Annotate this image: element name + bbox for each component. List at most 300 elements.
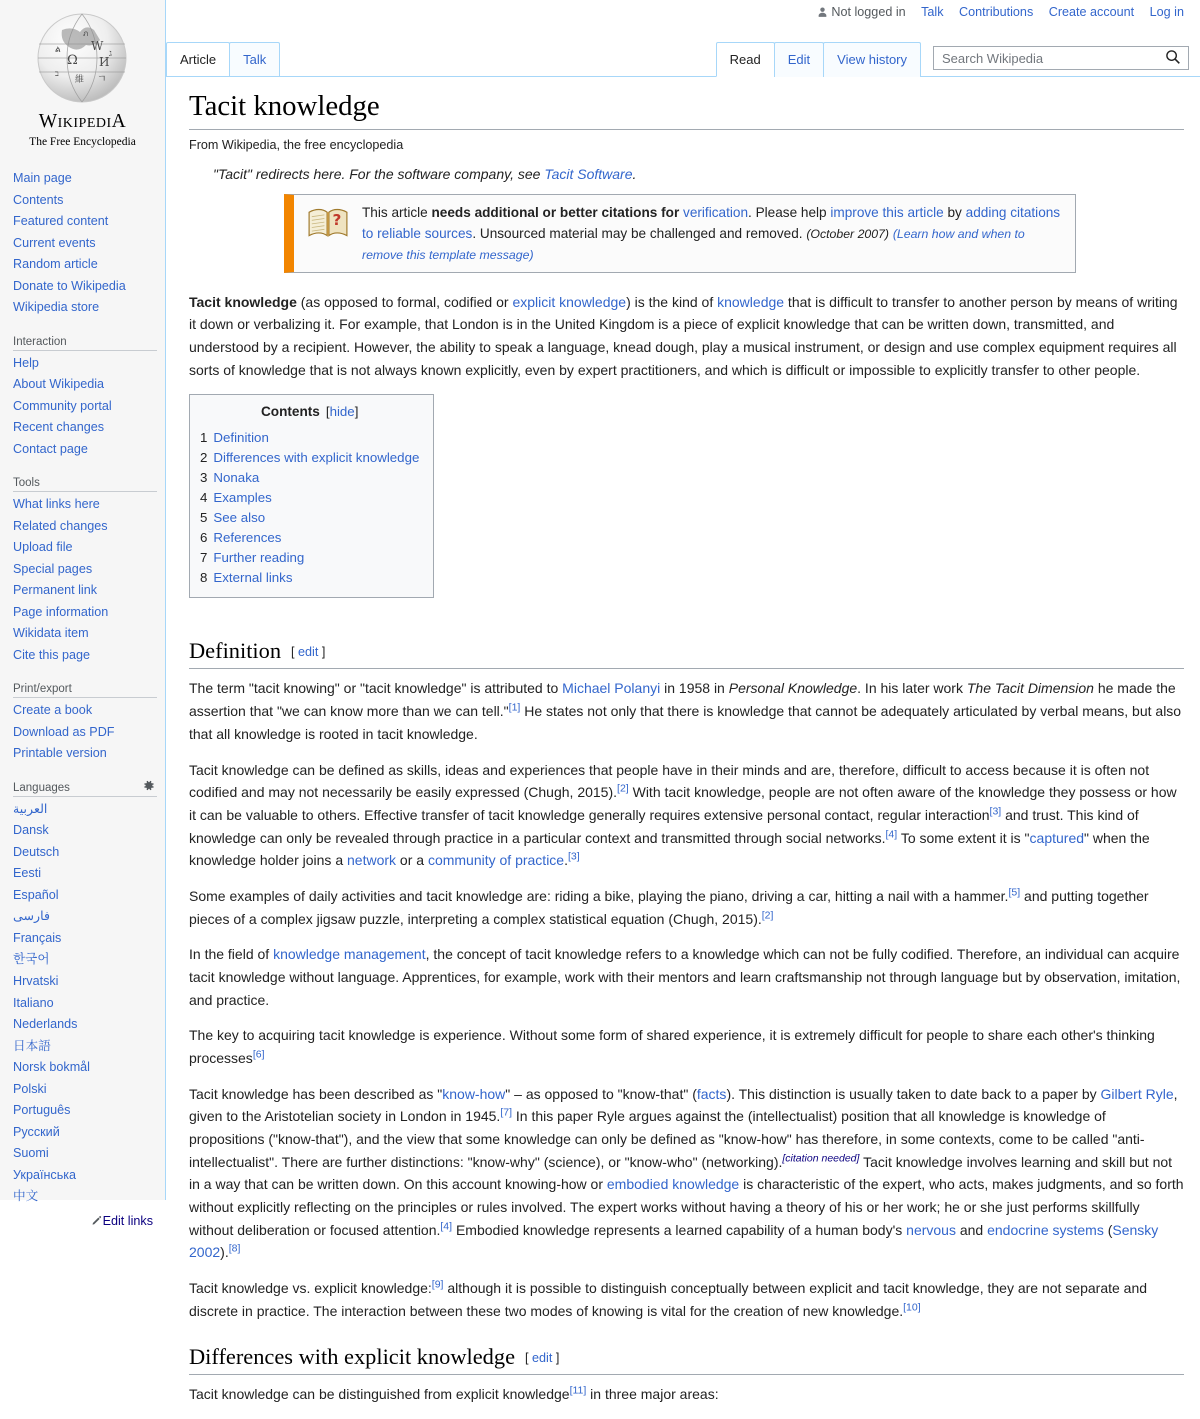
user-icon bbox=[817, 6, 828, 21]
sidebar-link[interactable]: Printable version bbox=[13, 746, 107, 761]
language-item[interactable] bbox=[13, 1057, 157, 1079]
view-tabs bbox=[716, 42, 920, 77]
language-item[interactable] bbox=[13, 1165, 157, 1187]
reference-marker[interactable] bbox=[570, 1385, 587, 1397]
edit-links-label[interactable]: Edit links bbox=[102, 1213, 153, 1228]
language-link[interactable]: Deutsch bbox=[13, 844, 60, 859]
facts-link[interactable]: facts bbox=[696, 1085, 727, 1102]
citation-needed-marker[interactable] bbox=[782, 1152, 859, 1164]
tab-underline bbox=[166, 76, 1200, 77]
sidebar-link[interactable]: Main page bbox=[13, 171, 72, 185]
language-item[interactable] bbox=[13, 820, 157, 842]
section-title: Differences with explicit knowledge bbox=[189, 1344, 516, 1370]
ref-link[interactable]: [8] bbox=[228, 1242, 241, 1255]
language-item[interactable] bbox=[13, 1014, 157, 1036]
ref-link[interactable]: [1] bbox=[508, 701, 521, 714]
hatnote-text: "Tacit" redirects here. For the software company, see bbox=[213, 165, 545, 182]
sidebar-heading-tools: Tools bbox=[13, 474, 157, 492]
svg-text:И: И bbox=[99, 55, 110, 69]
paragraph-definition-7 bbox=[189, 1277, 1184, 1322]
edit-section-differences[interactable] bbox=[525, 1351, 559, 1365]
bracket-close: ] bbox=[555, 1351, 560, 1366]
sidebar-link[interactable]: Permanent link bbox=[13, 583, 97, 598]
sidebar-link[interactable]: Download as PDF bbox=[13, 724, 115, 739]
language-link[interactable]: Français bbox=[13, 930, 62, 945]
sidebar-link[interactable]: Page information bbox=[13, 604, 109, 619]
sidebar-item-special-pages[interactable] bbox=[13, 559, 157, 581]
toc-item[interactable] bbox=[200, 487, 419, 507]
svg-text:ג: ג bbox=[109, 49, 112, 59]
sidebar-section-interaction bbox=[0, 333, 165, 461]
par-seg: although it is possible to distinguish conceptually between explicit and tacit knowledge, they are not separate and discrete in practice. The interaction between these two modes of knowing is vital for the creation of new knowledge. bbox=[189, 1279, 1148, 1319]
par-seg: in 1958 in bbox=[660, 680, 729, 697]
lead-paragraph bbox=[189, 291, 1184, 382]
reference-marker[interactable] bbox=[617, 783, 629, 795]
toc-number: 1 bbox=[200, 429, 208, 445]
toc-number: 6 bbox=[200, 529, 208, 545]
language-link[interactable]: Українська bbox=[13, 1167, 77, 1182]
svg-text:ภ: ภ bbox=[83, 29, 89, 38]
personal-tool-contributions[interactable] bbox=[959, 5, 1033, 19]
par-seg: The term "tacit knowing" or "tacit knowledge" is attributed to bbox=[189, 680, 563, 697]
ref-link[interactable]: [9] bbox=[431, 1278, 444, 1291]
languages-label: Languages bbox=[13, 781, 70, 794]
ref-link[interactable]: [6] bbox=[252, 1048, 265, 1061]
language-link[interactable]: Español bbox=[13, 887, 59, 902]
learn-more-link[interactable]: (Learn how and when to remove this template message) bbox=[362, 226, 1025, 262]
language-item[interactable] bbox=[13, 1079, 157, 1101]
svg-text:維: 維 bbox=[75, 75, 85, 85]
toc-link[interactable]: Nonaka bbox=[213, 469, 260, 485]
ref-link[interactable]: [3] bbox=[989, 805, 1002, 818]
toc-link[interactable]: References bbox=[213, 529, 282, 545]
bracket-open: [ bbox=[525, 1351, 529, 1366]
language-link[interactable]: Dansk bbox=[13, 823, 49, 838]
personal-tools bbox=[805, 5, 1184, 21]
language-item[interactable] bbox=[13, 885, 157, 907]
svg-text:?: ? bbox=[332, 210, 342, 229]
toc-item[interactable] bbox=[200, 547, 419, 567]
explicit-knowledge-link[interactable]: explicit knowledge bbox=[512, 293, 627, 310]
reference-marker[interactable] bbox=[886, 828, 898, 840]
sidebar-item-contact-page[interactable] bbox=[13, 439, 157, 461]
toc-number: 5 bbox=[200, 509, 208, 525]
sidebar-item-wikipedia-store[interactable] bbox=[13, 297, 157, 319]
not-logged-in-label: Not logged in bbox=[831, 5, 906, 19]
paragraph-differences-1 bbox=[189, 1383, 1184, 1406]
language-item[interactable] bbox=[13, 842, 157, 864]
language-item[interactable] bbox=[13, 863, 157, 885]
par-seg: . bbox=[564, 852, 568, 869]
tab-article[interactable]: Article bbox=[166, 42, 230, 77]
sidebar-panel bbox=[0, 0, 166, 1228]
par-seg: He states not only that there is knowledge that cannot be adequately articulated by verbal means, but also that all knowledge is rooted in tacit knowledge. bbox=[189, 703, 1182, 742]
sidebar-list-navigation bbox=[13, 168, 157, 319]
sidebar-heading-interaction: Interaction bbox=[13, 333, 157, 351]
sidebar-item-permanent-link[interactable] bbox=[13, 580, 157, 602]
embodied-knowledge-link[interactable]: embodied knowledge bbox=[606, 1176, 740, 1193]
sidebar-link[interactable]: Related changes bbox=[13, 518, 108, 533]
toc-title-row bbox=[200, 404, 419, 419]
sidebar-section-print-export bbox=[0, 680, 165, 765]
toc-bracket-close: ] bbox=[354, 404, 359, 420]
sidebar-section-tools bbox=[0, 474, 165, 666]
sidebar-link[interactable]: Featured content bbox=[13, 214, 109, 229]
lead-seg: ) is the kind of bbox=[626, 293, 718, 310]
toc-link[interactable]: Examples bbox=[213, 489, 272, 505]
toc-bracket-open: [ bbox=[325, 404, 330, 420]
search-form bbox=[933, 46, 1189, 70]
paragraph-definition-6 bbox=[189, 1083, 1184, 1264]
knowledge-management-link[interactable]: knowledge management bbox=[273, 946, 426, 963]
sidebar-link[interactable]: Help bbox=[13, 355, 39, 370]
namespace-tabs bbox=[166, 42, 279, 77]
notice-seg: This article bbox=[362, 204, 432, 220]
personal-link[interactable]: Log in bbox=[1149, 5, 1184, 19]
language-item[interactable] bbox=[13, 1100, 157, 1122]
par-seg: and putting together pieces of a complex jigsaw puzzle, interpreting a complex statistical equation (Chugh, 2015). bbox=[189, 887, 1149, 927]
lead-term: Tacit knowledge bbox=[189, 293, 297, 310]
sidebar-link[interactable]: Current events bbox=[13, 235, 96, 250]
par-seg: In this paper Ryle argues against the (intellectualist) position that all knowledge is knowledge of propositions ("know-that"), and the view that some knowledge can only be defined as "know-how" has therefore, in some contexts, come to be called "anti-intellectualist". There are further distinctions: "know-why" (science), or "know-who" (networking). bbox=[189, 1108, 1145, 1170]
ref-link[interactable]: [5] bbox=[1008, 886, 1021, 899]
language-link[interactable]: Polski bbox=[13, 1081, 47, 1096]
toc-link[interactable]: Definition bbox=[213, 429, 269, 445]
hatnote bbox=[213, 166, 1184, 182]
language-link[interactable]: Русский bbox=[13, 1124, 60, 1139]
toc-item[interactable] bbox=[200, 527, 419, 547]
ref-link[interactable]: [11] bbox=[569, 1384, 587, 1397]
toc-link[interactable]: See also bbox=[213, 509, 266, 525]
bracket-close: ] bbox=[321, 645, 326, 660]
sidebar-link[interactable]: Cite this page bbox=[13, 647, 91, 662]
captured-link[interactable]: captured bbox=[1029, 829, 1085, 846]
toc-link[interactable]: Further reading bbox=[213, 549, 305, 565]
sidebar-item-featured-content[interactable] bbox=[13, 211, 157, 233]
par-seg: Some examples of daily activities and tacit knowledge are: riding a bike, playing the piano, driving a car, hitting a nail with a hammer. bbox=[189, 887, 1009, 904]
svg-text:ል: ል bbox=[55, 45, 61, 55]
citation-needed-notice bbox=[284, 194, 1076, 273]
par-seg: and bbox=[955, 1221, 988, 1238]
language-item[interactable] bbox=[13, 928, 157, 950]
sidebar-link[interactable]: About Wikipedia bbox=[13, 377, 105, 392]
personal-tool-create-account[interactable] bbox=[1049, 5, 1134, 19]
book-question-icon-svg bbox=[306, 205, 350, 241]
wikipedia-logo[interactable] bbox=[0, 0, 165, 160]
sidebar-link[interactable]: What links here bbox=[13, 497, 100, 512]
reference-marker[interactable] bbox=[1008, 886, 1020, 898]
edit-link[interactable]: edit bbox=[532, 1351, 553, 1366]
paragraph-definition-1 bbox=[189, 677, 1184, 745]
search-input[interactable] bbox=[940, 48, 1162, 68]
wordmark-a: A bbox=[111, 111, 127, 132]
svg-text:W: W bbox=[91, 39, 104, 53]
reference-marker[interactable] bbox=[500, 1107, 512, 1119]
par-seg: , the concept of tacit knowledge refers to a knowledge which can not be fully codified. Therefore, an individual can acquire tacit knowledge without language. Apprentices, for example, work with their mentors and learn craftsmanship not through language but by observation, imitation, and practice. bbox=[189, 946, 1181, 1008]
toc-item[interactable] bbox=[200, 567, 419, 587]
wikipedia-tagline: The Free Encyclopedia bbox=[29, 136, 136, 148]
book-question-icon bbox=[294, 202, 362, 241]
sidebar-heading-languages bbox=[13, 779, 157, 797]
svg-text:ㄱ: ㄱ bbox=[97, 74, 107, 85]
language-item[interactable] bbox=[13, 1036, 157, 1058]
tab-read[interactable]: Read bbox=[716, 42, 775, 77]
sidebar-item-recent-changes[interactable] bbox=[13, 417, 157, 439]
par-seg: In the field of bbox=[189, 946, 274, 963]
toc-number: 3 bbox=[200, 469, 208, 485]
par-seg: Tacit knowledge can be defined as skills, ideas and experiences that people have in their minds and are, therefore, difficult to access because it is often not codified and may not necessarily be easily expressed (Chugh, 2015). bbox=[189, 761, 1150, 801]
section-heading-differences bbox=[189, 1344, 1184, 1375]
toc-item[interactable] bbox=[200, 427, 419, 447]
gilbert-ryle-link[interactable]: Gilbert Ryle bbox=[1100, 1085, 1174, 1102]
language-link[interactable]: فارسی bbox=[13, 909, 50, 924]
article-body bbox=[189, 88, 1184, 1419]
toc-hide-link[interactable]: hide bbox=[329, 404, 355, 420]
toc-link[interactable]: Differences with explicit knowledge bbox=[213, 449, 420, 465]
par-seg: Tacit knowledge vs. explicit knowledge: bbox=[189, 1279, 432, 1296]
par-seg: Tacit knowledge has been described as " bbox=[189, 1085, 443, 1102]
sidebar-item-random-article[interactable] bbox=[13, 254, 157, 276]
par-seg: ). bbox=[220, 1244, 229, 1261]
sidebar-link[interactable]: Wikidata item bbox=[13, 626, 89, 641]
improve-article-link[interactable]: improve this article bbox=[830, 204, 944, 220]
par-italic: Personal Knowledge bbox=[728, 680, 858, 697]
user-icon-svg bbox=[817, 6, 828, 18]
sidebar-item-current-events[interactable] bbox=[13, 233, 157, 255]
sidebar-item-page-information[interactable] bbox=[13, 602, 157, 624]
sidebar-item-main-page[interactable] bbox=[13, 168, 157, 190]
edit-section-definition[interactable] bbox=[291, 645, 325, 659]
sidebar-link[interactable]: Create a book bbox=[13, 703, 93, 718]
par-seg: . In his later work bbox=[857, 680, 967, 697]
sidebar-link[interactable]: Upload file bbox=[13, 540, 73, 555]
gear-icon[interactable] bbox=[142, 779, 155, 792]
not-logged-in-indicator bbox=[817, 5, 909, 19]
lead-seg: (as opposed to formal, codified or bbox=[296, 293, 513, 310]
tab-view-history[interactable]: View history bbox=[823, 42, 921, 77]
sidebar-item-related-changes[interactable] bbox=[13, 516, 157, 538]
language-link[interactable]: Hrvatski bbox=[13, 973, 59, 988]
wikipedia-globe-icon bbox=[31, 12, 134, 106]
michael-polanyi-link[interactable]: Michael Polanyi bbox=[562, 680, 661, 697]
paragraph-definition-3 bbox=[189, 885, 1184, 930]
pencil-icon bbox=[90, 1215, 102, 1230]
sidebar-list-languages bbox=[13, 799, 157, 1208]
reference-marker[interactable] bbox=[509, 702, 521, 714]
sidebar-item-upload-file[interactable] bbox=[13, 537, 157, 559]
personal-link[interactable]: Contributions bbox=[959, 5, 1034, 19]
paragraph-definition-2 bbox=[189, 759, 1184, 872]
reference-marker[interactable] bbox=[568, 851, 580, 863]
sidebar-link[interactable]: Special pages bbox=[13, 561, 93, 576]
table-of-contents bbox=[189, 394, 434, 598]
network-link[interactable]: network bbox=[347, 852, 397, 869]
sidebar-list-tools bbox=[13, 494, 157, 666]
section-title: Definition bbox=[189, 638, 282, 664]
sidebar-link[interactable]: Wikipedia store bbox=[13, 300, 100, 315]
sidebar-item-community-portal[interactable] bbox=[13, 396, 157, 418]
wordmark-w: W bbox=[38, 111, 58, 132]
language-link[interactable]: Italiano bbox=[13, 995, 54, 1010]
svg-text:ב: ב bbox=[55, 69, 59, 78]
notice-seg: . Unsourced material may be challenged and removed. bbox=[472, 225, 807, 241]
reference-marker[interactable] bbox=[253, 1048, 265, 1060]
wikipedia-wordmark bbox=[39, 111, 127, 133]
toc-number: 7 bbox=[200, 549, 208, 565]
pencil-icon-svg bbox=[90, 1215, 102, 1227]
language-item[interactable] bbox=[13, 799, 157, 821]
toc-number: 2 bbox=[200, 449, 208, 465]
search-icon-svg bbox=[1165, 49, 1181, 65]
sidebar-item-help[interactable] bbox=[13, 353, 157, 375]
citation-needed-link[interactable]: [citation needed] bbox=[782, 1151, 860, 1164]
notice-text bbox=[362, 202, 1065, 265]
language-item[interactable] bbox=[13, 1122, 157, 1144]
endocrine-systems-link[interactable]: endocrine systems bbox=[987, 1221, 1104, 1238]
language-link[interactable]: العربية bbox=[13, 801, 48, 816]
language-link[interactable]: Português bbox=[13, 1103, 71, 1118]
notice-seg: by bbox=[943, 204, 966, 220]
par-seg: is characteristic of the expert, who acts, makes judgments, and so forth without explicitly reflecting on the principles or rules involved. The expert works without having a theory of his or her work; he or she just performs skillfully without deliberation or focused attention. bbox=[189, 1176, 1184, 1238]
wordmark-body: IKIPEDI bbox=[57, 116, 112, 131]
sidebar-item-donate[interactable] bbox=[13, 276, 157, 298]
language-link[interactable]: Eesti bbox=[13, 866, 41, 881]
tab-talk[interactable]: Talk bbox=[229, 42, 280, 77]
sidebar-item-download-as-pdf[interactable] bbox=[13, 722, 157, 744]
reference-marker[interactable] bbox=[990, 805, 1002, 817]
sensky-link[interactable]: Sensky 2002 bbox=[189, 1221, 1159, 1261]
sidebar-link[interactable]: Community portal bbox=[13, 398, 112, 413]
sidebar-list-interaction bbox=[13, 353, 157, 461]
know-how-link[interactable]: know-how bbox=[442, 1085, 506, 1102]
ref-link[interactable]: [4] bbox=[885, 827, 898, 840]
par-seg: Tacit knowledge involves learning and skill but not in a way that can be written down. On this account knowing-how or bbox=[189, 1153, 1173, 1193]
personal-link[interactable]: Talk bbox=[921, 5, 944, 19]
toc-list bbox=[200, 427, 419, 587]
sidebar-link[interactable]: Random article bbox=[13, 257, 98, 272]
sidebar-link[interactable]: Contact page bbox=[13, 441, 88, 456]
par-seg: ). This distinction is usually taken to date back to a paper by bbox=[726, 1085, 1101, 1102]
reference-marker[interactable] bbox=[229, 1243, 241, 1255]
language-link[interactable]: Suomi bbox=[13, 1146, 49, 1161]
notice-date: (October 2007) bbox=[806, 226, 890, 241]
content-area bbox=[166, 0, 1200, 1403]
toc-toggle[interactable] bbox=[326, 404, 359, 419]
hatnote-link[interactable]: Tacit Software bbox=[544, 165, 633, 182]
reliable-sources-link[interactable]: adding citations to reliable sources bbox=[362, 204, 1061, 241]
gear-icon-svg bbox=[142, 779, 155, 792]
tab-edit[interactable]: Edit bbox=[774, 42, 824, 77]
language-link[interactable]: 한국어 bbox=[13, 952, 50, 967]
section-heading-definition bbox=[189, 638, 1184, 669]
hatnote-suffix: . bbox=[632, 165, 637, 182]
page-title: Tacit knowledge bbox=[189, 88, 1184, 130]
par-seg: The key to acquiring tacit knowledge is experience. Without some form of shared experience, it is extremely difficult for people to share each other's thinking processes bbox=[189, 1027, 1155, 1066]
personal-tool-log-in[interactable] bbox=[1150, 5, 1184, 19]
edit-links-row[interactable] bbox=[13, 1208, 157, 1230]
lead-seg: that is difficult to transfer to another person by means of writing it down or verbalizing it. For example, that London is in the United Kingdom is a piece of explicit knowledge that can be written down, transmitted, and understood by a recipient. However, the ability to speak a language, knead dough, play a musical instrument, or design and use complex equipment requires all sorts of knowledge that is not always known explicitly, even by expert practitioners, and which is difficult or impossible to explicitly transfer to other people. bbox=[189, 293, 1178, 378]
paragraph-definition-5 bbox=[189, 1024, 1184, 1069]
language-link[interactable]: Norsk bokmål bbox=[13, 1060, 90, 1075]
language-item[interactable] bbox=[13, 971, 157, 993]
search-box[interactable] bbox=[933, 46, 1189, 70]
ref-link[interactable]: [7] bbox=[500, 1106, 513, 1119]
language-item[interactable] bbox=[13, 993, 157, 1015]
site-subtitle: From Wikipedia, the free encyclopedia bbox=[189, 137, 404, 152]
par-seg: he made the assertion that "we can know more than we can tell." bbox=[189, 680, 1176, 720]
par-italic: The Tacit Dimension bbox=[966, 680, 1094, 697]
sidebar-item-printable-version[interactable] bbox=[13, 743, 157, 765]
reference-marker[interactable] bbox=[903, 1301, 921, 1313]
par-seg: Tacit knowledge can be distinguished from explicit knowledge bbox=[189, 1386, 570, 1403]
toc-item[interactable] bbox=[200, 447, 419, 467]
ref-link[interactable]: [2] bbox=[617, 782, 629, 795]
nervous-link[interactable]: nervous bbox=[906, 1221, 956, 1238]
sidebar-item-contents[interactable] bbox=[13, 190, 157, 212]
ref-link[interactable]: [3] bbox=[568, 850, 580, 863]
sidebar-item-cite-this-page[interactable] bbox=[13, 645, 157, 667]
par-seg: With tacit knowledge, people are not often aware of the knowledge they possess or how it can be valuable to others. Effective transfer of tacit knowledge generally requires extensive personal contact, regular interaction bbox=[189, 784, 1177, 823]
par-seg: To some extent it is " bbox=[897, 829, 1030, 846]
reference-marker[interactable] bbox=[432, 1278, 444, 1290]
par-seg: " – as opposed to "know-that" ( bbox=[505, 1085, 697, 1102]
edit-link[interactable]: edit bbox=[298, 645, 319, 660]
personal-link[interactable]: Create account bbox=[1048, 5, 1135, 19]
sidebar-section-languages bbox=[0, 779, 165, 1230]
language-item[interactable] bbox=[13, 906, 157, 928]
sidebar-section-navigation bbox=[0, 160, 165, 319]
par-seg: " when the knowledge holder joins a bbox=[189, 829, 1150, 869]
sidebar-link[interactable]: Contents bbox=[13, 192, 64, 207]
personal-tool-talk[interactable] bbox=[921, 5, 943, 19]
par-seg: and trust. This kind of knowledge can only be revealed through practice in a particular context and transmitted through social networks. bbox=[189, 806, 1139, 846]
language-link[interactable]: 日本語 bbox=[13, 1038, 51, 1053]
par-seg: Embodied knowledge represents a learned capability of a human body's bbox=[452, 1221, 907, 1238]
sidebar-link[interactable]: Donate to Wikipedia bbox=[13, 278, 126, 293]
knowledge-link[interactable]: knowledge bbox=[717, 293, 785, 310]
language-item[interactable] bbox=[13, 1143, 157, 1165]
svg-text:Ω: Ω bbox=[67, 53, 78, 68]
language-item[interactable] bbox=[13, 1186, 157, 1208]
ref-link[interactable]: [2] bbox=[761, 908, 774, 921]
search-icon[interactable] bbox=[1162, 48, 1184, 68]
ref-link[interactable]: [4] bbox=[440, 1219, 453, 1232]
toc-item[interactable] bbox=[200, 507, 419, 527]
verification-link[interactable]: verification bbox=[683, 204, 749, 220]
reference-marker[interactable] bbox=[440, 1220, 452, 1232]
reference-marker[interactable] bbox=[762, 909, 774, 921]
bracket-open: [ bbox=[291, 645, 295, 660]
sidebar-list-print-export bbox=[13, 700, 157, 765]
sidebar-item-about-wikipedia[interactable] bbox=[13, 374, 157, 396]
sidebar-item-create-a-book[interactable] bbox=[13, 700, 157, 722]
notice-seg: . Please help bbox=[748, 204, 831, 220]
sidebar-item-what-links-here[interactable] bbox=[13, 494, 157, 516]
sidebar-link[interactable]: Recent changes bbox=[13, 420, 105, 435]
toc-title: Contents bbox=[260, 404, 320, 420]
language-link[interactable]: Nederlands bbox=[13, 1017, 78, 1032]
language-link[interactable]: 中文 bbox=[13, 1189, 39, 1204]
toc-item[interactable] bbox=[200, 467, 419, 487]
ref-link[interactable]: [10] bbox=[903, 1300, 921, 1313]
toc-link[interactable]: External links bbox=[213, 569, 293, 585]
language-item[interactable] bbox=[13, 949, 157, 971]
sidebar-item-wikidata-item[interactable] bbox=[13, 623, 157, 645]
notice-bold: needs additional or better citations for bbox=[431, 204, 684, 220]
par-seg: ( bbox=[1103, 1221, 1113, 1238]
toc-number: 4 bbox=[200, 489, 208, 505]
community-of-practice-link[interactable]: community of practice bbox=[427, 852, 565, 869]
